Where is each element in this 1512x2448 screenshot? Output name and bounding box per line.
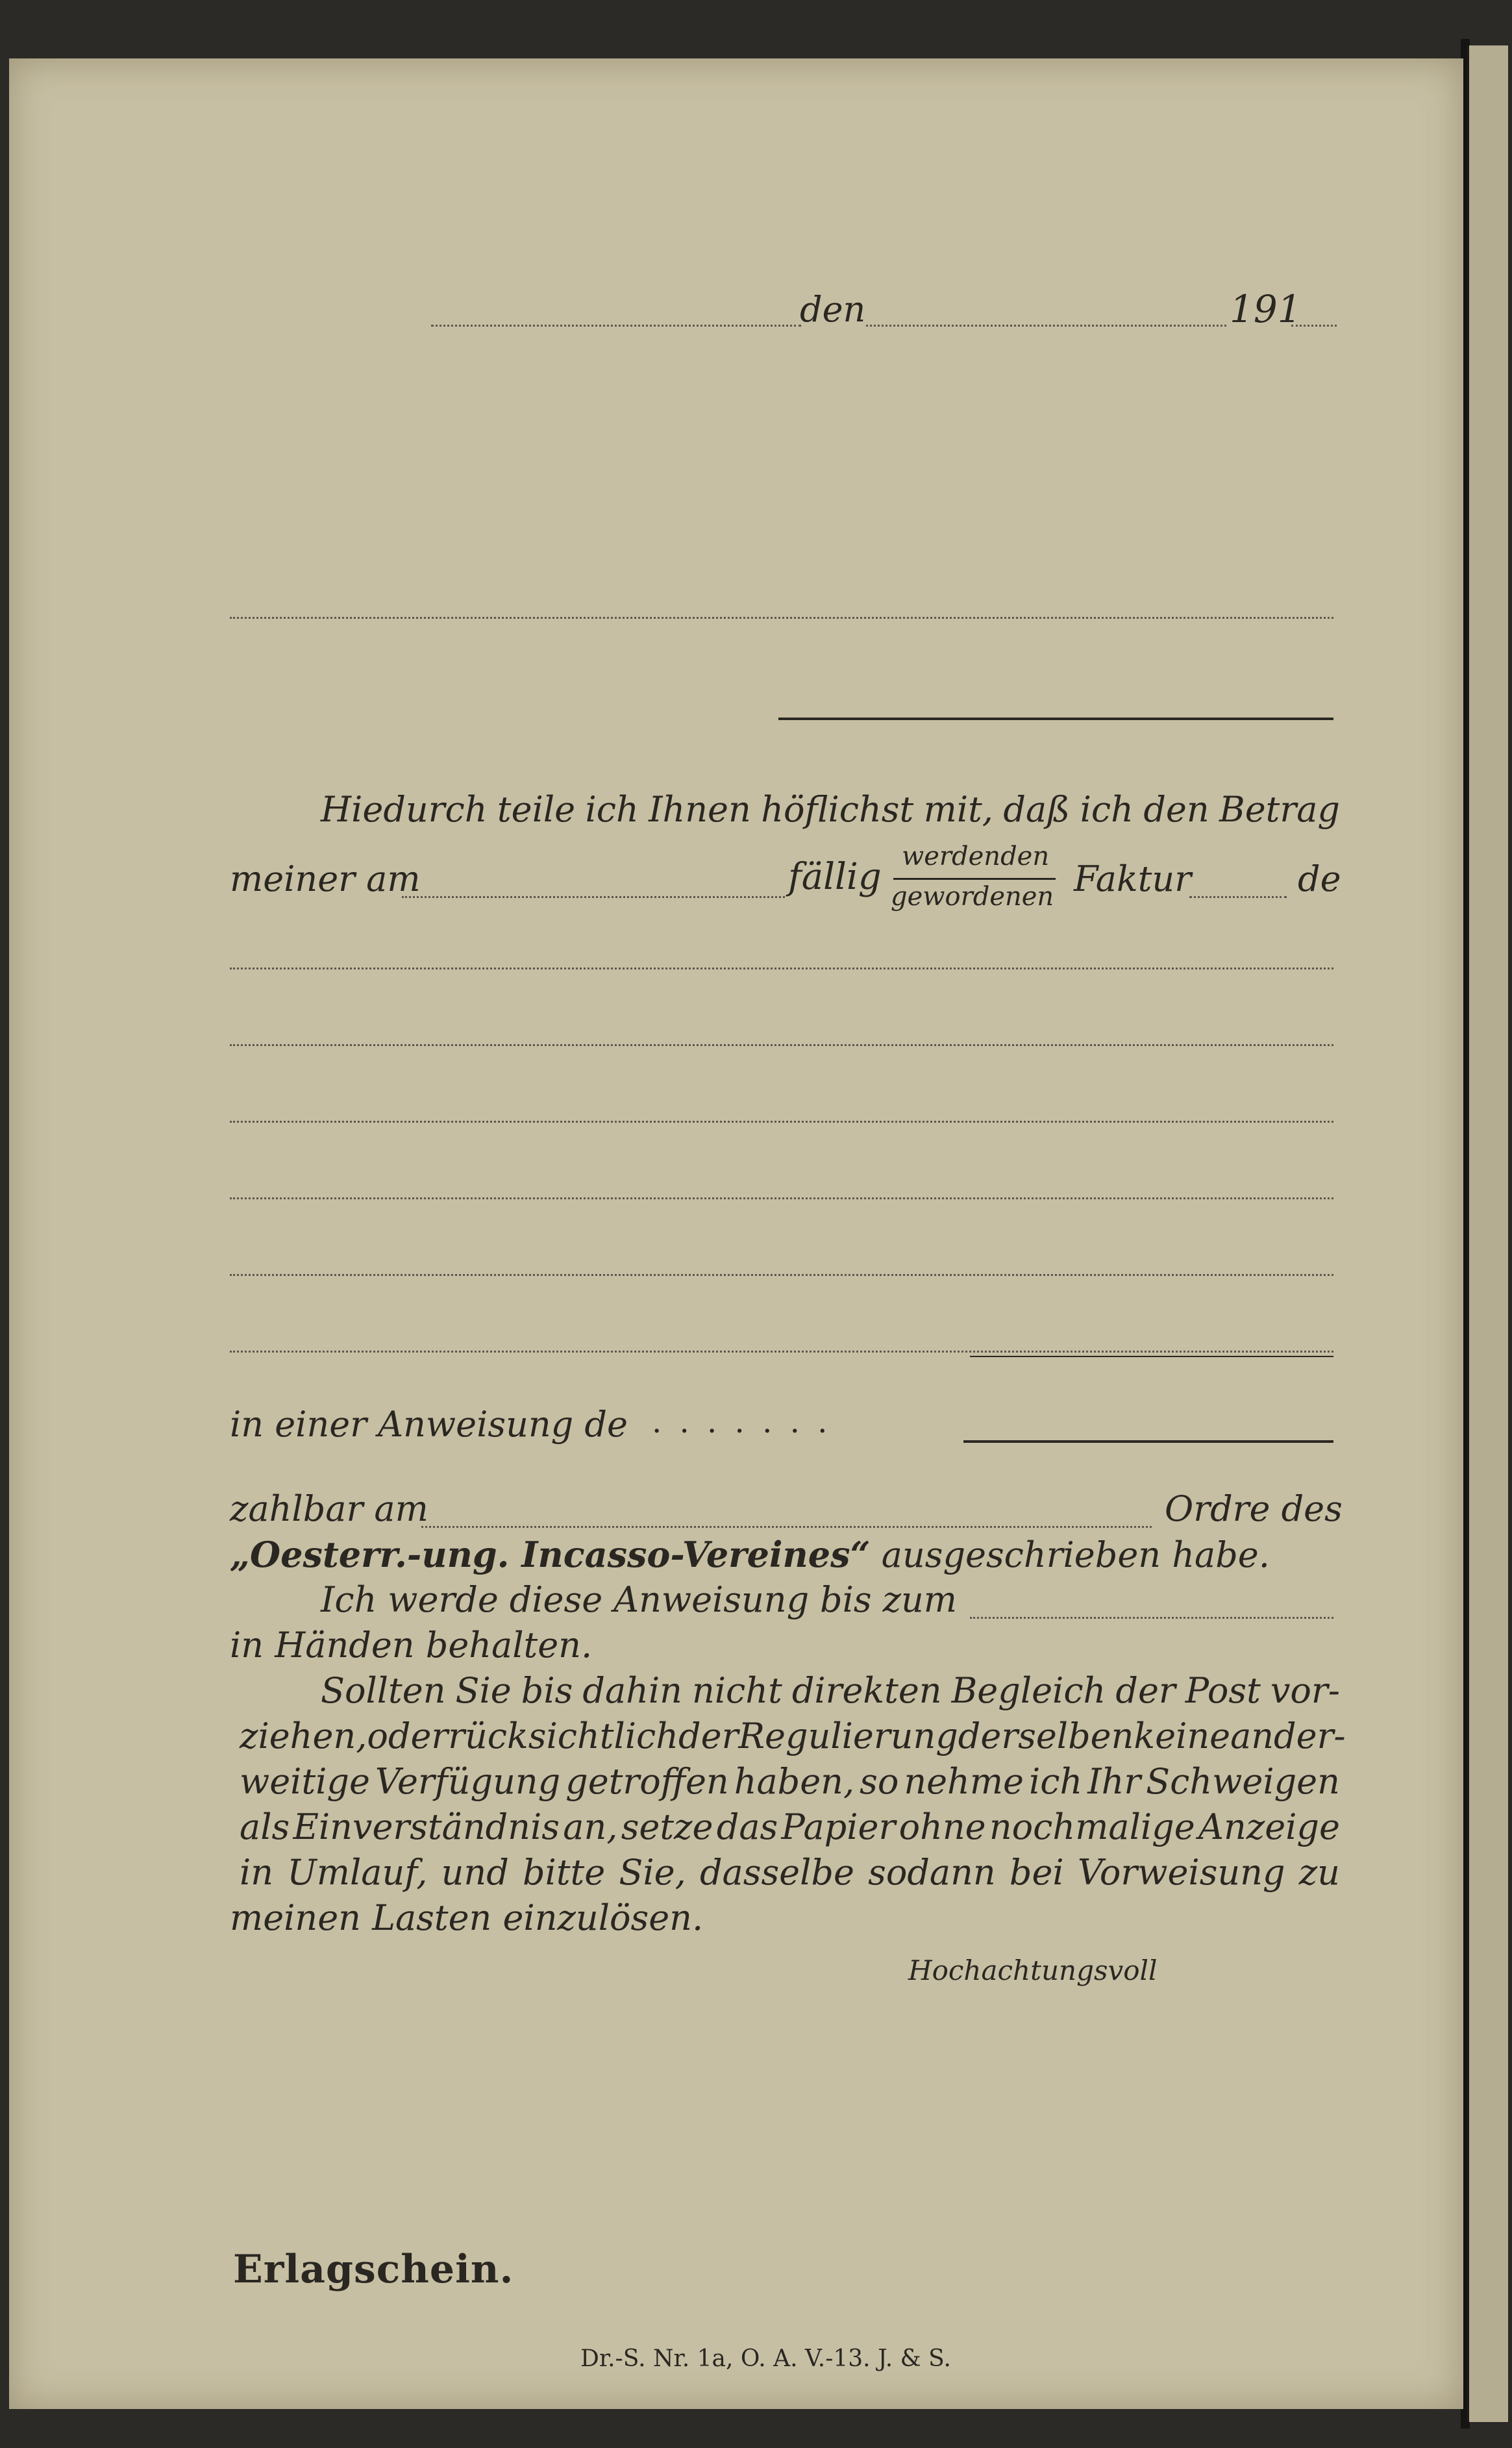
anweisung-amount-line bbox=[963, 1440, 1333, 1443]
word: der bbox=[678, 1716, 739, 1756]
de-label: de bbox=[1298, 858, 1341, 899]
word: an, bbox=[563, 1806, 618, 1847]
word: höflichst bbox=[761, 789, 914, 830]
word: Einverständnis bbox=[293, 1806, 560, 1847]
word: weitige bbox=[240, 1761, 370, 1802]
word: dahin bbox=[582, 1670, 682, 1711]
anweisung-label: in einer Anweisung de bbox=[230, 1404, 628, 1445]
word: diese bbox=[509, 1579, 603, 1620]
word: zu bbox=[1298, 1852, 1340, 1893]
word: sodann bbox=[868, 1852, 996, 1893]
para-line-2 bbox=[240, 1716, 1346, 1756]
word: nicht bbox=[692, 1670, 782, 1711]
year-dotted-line bbox=[1291, 325, 1337, 327]
word: werde bbox=[388, 1579, 499, 1620]
document-page bbox=[9, 58, 1463, 2409]
word: Sollten bbox=[321, 1670, 446, 1711]
short-rule bbox=[970, 1356, 1333, 1357]
word: das bbox=[716, 1806, 778, 1847]
word: setze bbox=[621, 1806, 713, 1847]
para-line-3 bbox=[240, 1761, 1340, 1802]
blank-dotted-line bbox=[230, 1197, 1333, 1199]
word: bis bbox=[521, 1670, 573, 1711]
blank-dotted-line bbox=[230, 1351, 1333, 1353]
word: bei bbox=[1009, 1852, 1064, 1893]
word: bitte bbox=[522, 1852, 606, 1893]
word: keine bbox=[1134, 1716, 1231, 1756]
word: nehme bbox=[904, 1761, 1024, 1802]
word: in bbox=[240, 1852, 274, 1893]
word: rücksichtlich bbox=[448, 1716, 679, 1756]
word: Umlauf, bbox=[287, 1852, 428, 1893]
word: direkten bbox=[791, 1670, 942, 1711]
word: Ich bbox=[321, 1579, 377, 1620]
bis-zum-dotted-line bbox=[970, 1617, 1333, 1619]
word: ich bbox=[585, 789, 639, 830]
word: ich bbox=[1080, 789, 1134, 830]
faktur-dotted-line bbox=[1189, 896, 1287, 898]
address-dotted-line bbox=[230, 617, 1333, 619]
year-prefix: 191 bbox=[1230, 287, 1302, 331]
blank-dotted-line bbox=[230, 1121, 1333, 1123]
word: als bbox=[240, 1806, 290, 1847]
zahlbar-dotted-line bbox=[421, 1526, 1152, 1528]
date-dotted-line bbox=[866, 325, 1226, 327]
verein-name: „Oesterr.-ung. Incasso-Vereines“ bbox=[230, 1534, 871, 1575]
body-line-b: in Händen behalten. bbox=[230, 1625, 593, 1666]
word: Sie, bbox=[619, 1852, 686, 1893]
den-label: den bbox=[800, 289, 866, 330]
verein-rest: ausgeschrieben habe. bbox=[881, 1534, 1270, 1575]
meiner-am-label: meiner am bbox=[230, 858, 421, 899]
word: Begleich bbox=[951, 1670, 1106, 1711]
blank-dotted-line bbox=[230, 1044, 1333, 1046]
date-due-dotted-line bbox=[402, 896, 785, 898]
word: ich bbox=[1028, 1761, 1083, 1802]
verein-line bbox=[230, 1534, 1270, 1575]
word: daß bbox=[1003, 789, 1071, 830]
word: Schweigen bbox=[1146, 1761, 1340, 1802]
word: ohne bbox=[899, 1806, 986, 1847]
word: teile bbox=[497, 789, 576, 830]
word: getroffen bbox=[565, 1761, 729, 1802]
faellig-label: fällig bbox=[788, 856, 882, 898]
fraction-bar bbox=[893, 878, 1056, 880]
printer-imprint: Dr.-S. Nr. 1a, O. A. V.-13. J. & S. bbox=[580, 2345, 951, 2372]
zahlbar-am-label: zahlbar am bbox=[230, 1488, 428, 1529]
place-dotted-line bbox=[431, 325, 801, 327]
para-line-4 bbox=[240, 1806, 1340, 1847]
word: Anzeige bbox=[1198, 1806, 1340, 1847]
para-line-1 bbox=[321, 1670, 1340, 1711]
para-last-line: meinen Lasten einzulösen. bbox=[230, 1897, 704, 1938]
gewordenen-label: gewordenen bbox=[891, 882, 1054, 912]
word: Ihnen bbox=[649, 789, 751, 830]
word: Anweisung bbox=[613, 1579, 810, 1620]
blank-dotted-line bbox=[230, 968, 1333, 969]
word: vor- bbox=[1270, 1670, 1340, 1711]
word: zum bbox=[882, 1579, 957, 1620]
word: der bbox=[1115, 1670, 1176, 1711]
word: den bbox=[1143, 789, 1209, 830]
faktur-label: Faktur bbox=[1074, 858, 1192, 899]
word: Verfügung bbox=[375, 1761, 561, 1802]
word: so bbox=[860, 1761, 899, 1802]
word: ziehen, bbox=[240, 1716, 367, 1756]
document-title: Erlagschein. bbox=[233, 2247, 514, 2292]
intro-line-1 bbox=[321, 789, 1340, 830]
word: dasselbe bbox=[699, 1852, 854, 1893]
word: ander- bbox=[1230, 1716, 1346, 1756]
blank-dotted-line bbox=[230, 1274, 1333, 1276]
anweisung-dots: . . . . . . . bbox=[652, 1404, 832, 1440]
word: derselben bbox=[958, 1716, 1134, 1756]
word: Papier bbox=[781, 1806, 896, 1847]
word: Hiedurch bbox=[321, 789, 488, 830]
word: Sie bbox=[455, 1670, 512, 1711]
para-line-5 bbox=[240, 1852, 1340, 1893]
address-solid-line bbox=[778, 718, 1333, 720]
word: Betrag bbox=[1219, 789, 1340, 830]
word: Ihr bbox=[1087, 1761, 1141, 1802]
werdenden-label: werdenden bbox=[902, 842, 1050, 871]
word: oder bbox=[367, 1716, 449, 1756]
word: mit, bbox=[923, 789, 993, 830]
word: Post bbox=[1185, 1670, 1261, 1711]
word: bis bbox=[820, 1579, 872, 1620]
closing: Hochachtungsvoll bbox=[908, 1955, 1158, 1986]
next-page-edge bbox=[1467, 45, 1508, 2422]
body-line-a bbox=[321, 1579, 957, 1620]
word: Vorweisung bbox=[1077, 1852, 1285, 1893]
word: und bbox=[441, 1852, 509, 1893]
word: nochmalige bbox=[989, 1806, 1195, 1847]
word: Regulierung bbox=[738, 1716, 958, 1756]
ordre-des-label: Ordre des bbox=[1165, 1488, 1343, 1529]
word: haben, bbox=[734, 1761, 855, 1802]
